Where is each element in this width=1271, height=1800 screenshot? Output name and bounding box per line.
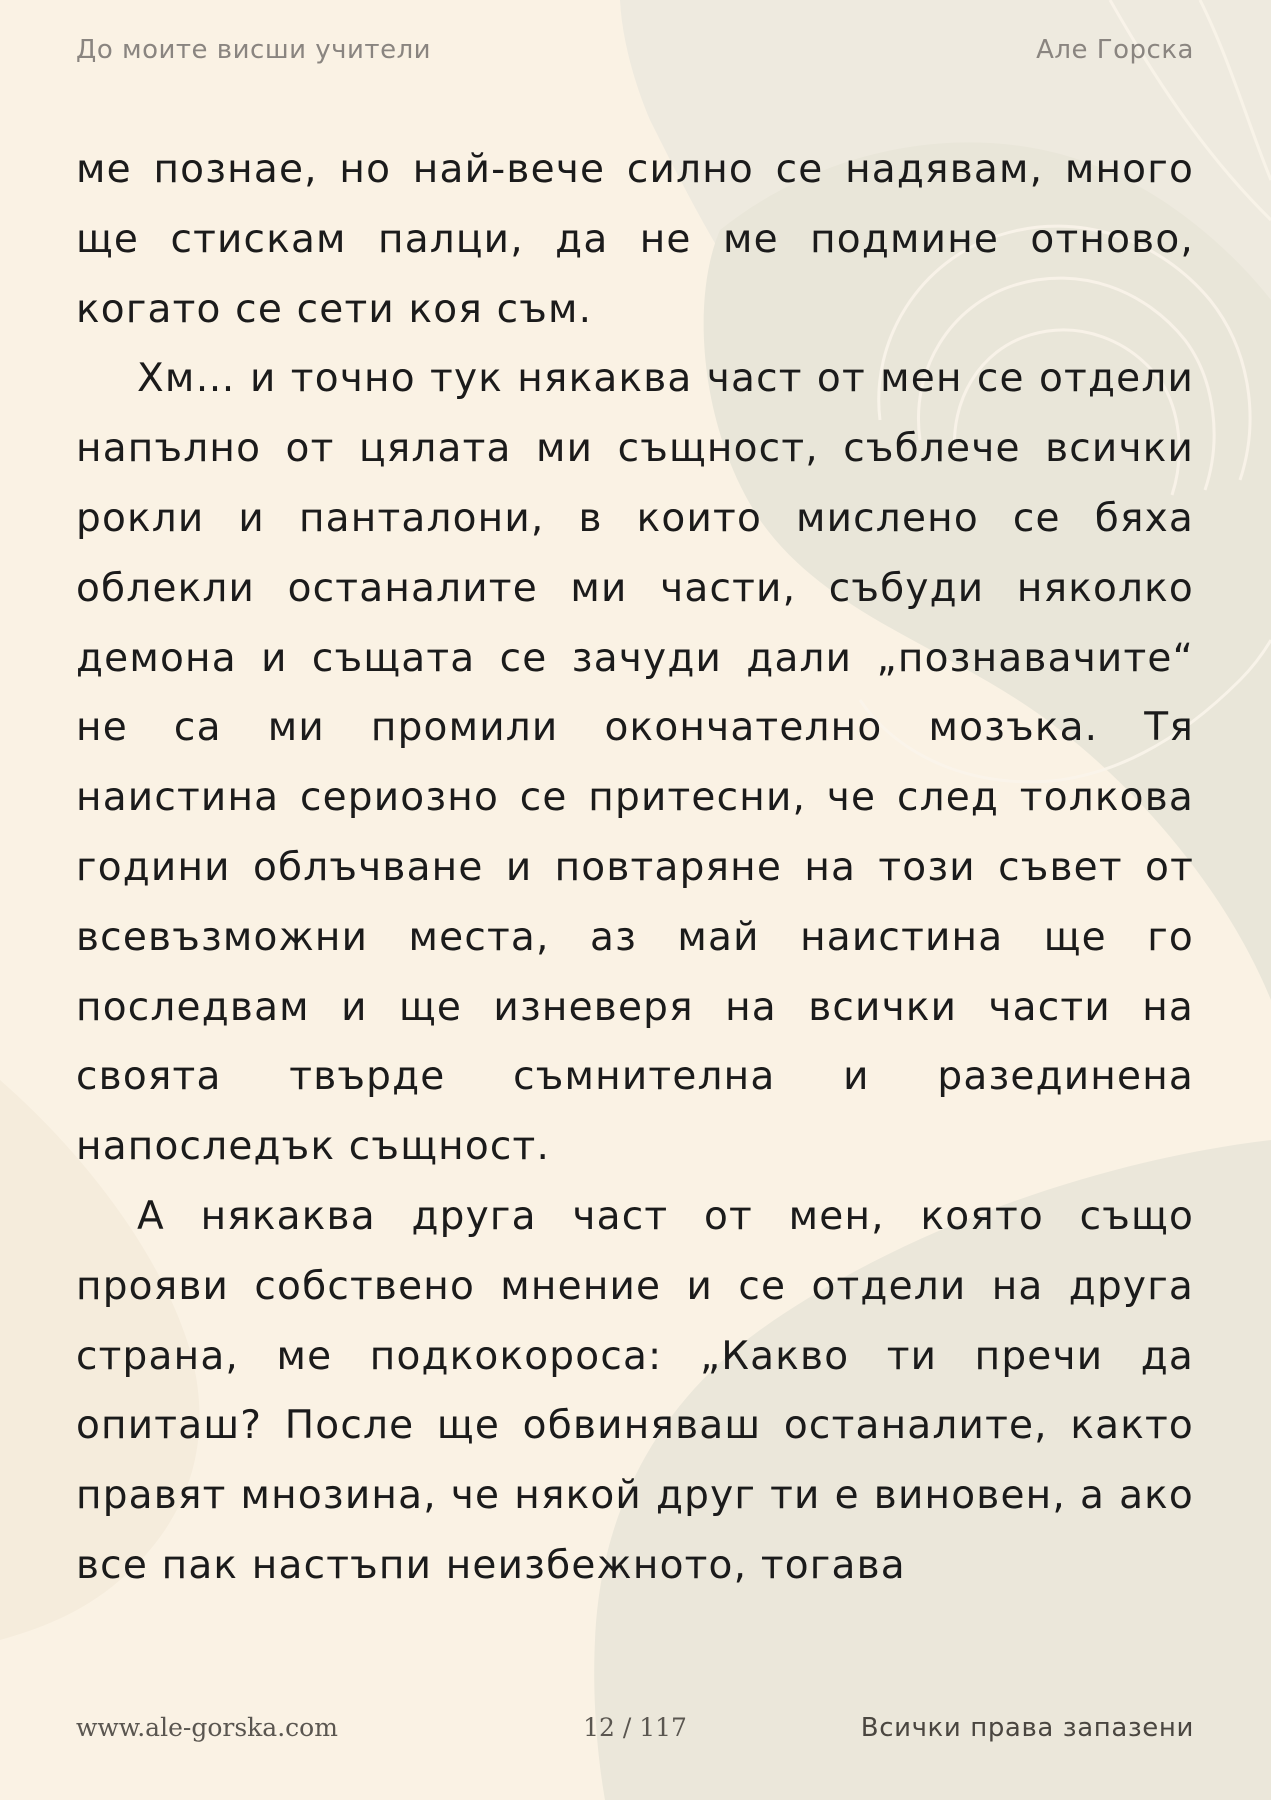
- page-number: 12 / 117: [583, 1713, 687, 1742]
- page-header: [76, 35, 1194, 65]
- paragraph-3: А някаква друга част от мен, която също прояви собствено мнение и се отдели на друга страна, ме подкокороса: „Какво ти пречи да опиташ? После ще обвиняваш останалите, както правят мнозина, че някой друг ти е виновен, а ако все пак настъпи неизбежното, тогава: [76, 1193, 1194, 1588]
- paragraph-2: Хм… и точно тук някаква част от мен се отдели напълно от цялата ми същност, съблече всички рокли и панталони, в които мислено се бяха облекли останалите ми части, събуди няколко демона и същата се зачуди дали „познавачите“ не са ми промили окончателно мозъка. Тя наистина сериозно се притесни, че след толкова години облъчване и повтаряне на този съвет от всевъзможни места, аз май наистина ще го последвам и ще изневеря на всички части на своята твърде съмнителна и разединена напоследък същност.: [76, 356, 1194, 1170]
- footer-copyright: Всички права запазени: [860, 1713, 1194, 1743]
- body-text: [76, 135, 1194, 1601]
- footer-website-link[interactable]: www.ale-gorska.com: [76, 1713, 338, 1742]
- page-footer: [76, 1713, 1194, 1749]
- header-book-title: До моите висши учители: [76, 35, 432, 65]
- paragraph-1: ме познае, но най-вече силно се надявам, много ще стискам палци, да не ме подмине отново, когато се сети коя съм.: [76, 147, 1194, 332]
- header-author: Але Горска: [1036, 35, 1194, 65]
